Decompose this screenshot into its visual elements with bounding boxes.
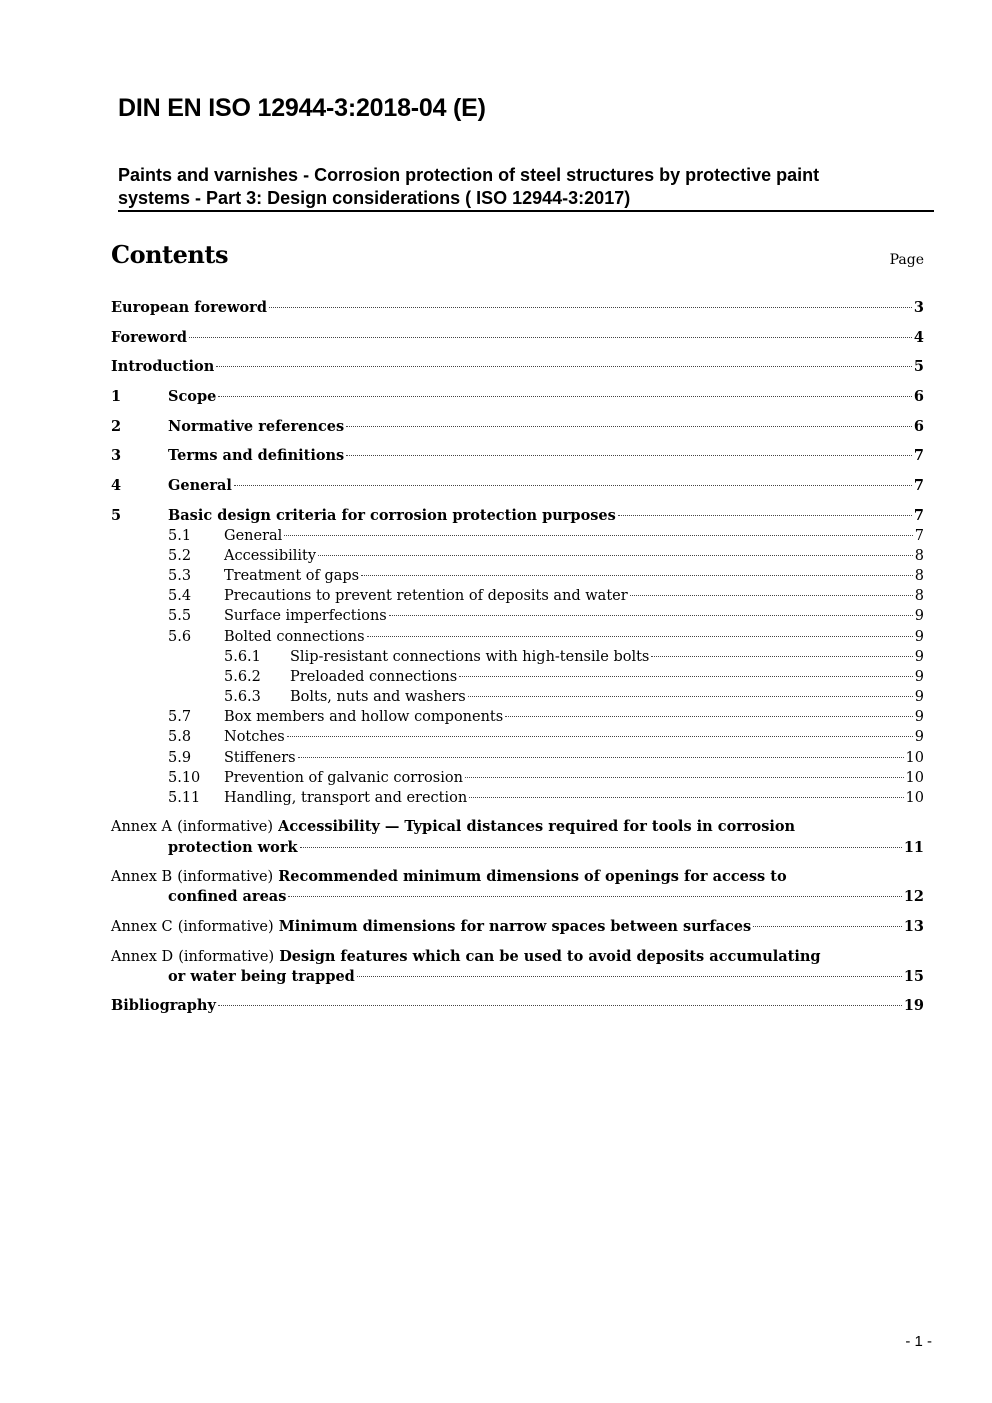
toc-entry-5-2[interactable]: 5.2 Accessibility 8 bbox=[168, 548, 924, 564]
toc-entry-5-6-2[interactable]: 5.6.2 Preloaded connections 9 bbox=[224, 669, 924, 685]
toc-entry-scope[interactable]: 1 Scope 6 bbox=[111, 388, 924, 405]
toc-entry-terms-and-definitions[interactable]: 3 Terms and definitions 7 bbox=[111, 447, 924, 464]
title-divider bbox=[118, 210, 934, 212]
toc-entry-basic-design-criteria[interactable]: 5 Basic design criteria for corrosion protection purposes 7 bbox=[111, 507, 924, 524]
toc-entry-5-6-3[interactable]: 5.6.3 Bolts, nuts and washers 9 bbox=[224, 689, 924, 705]
toc-entry-5-6-1[interactable]: 5.6.1 Slip-resistant connections with high-tensile bolts 9 bbox=[224, 649, 924, 665]
toc-entry-normative-references[interactable]: 2 Normative references 6 bbox=[111, 418, 924, 435]
document-title: DIN EN ISO 12944-3:2018-04 (E) bbox=[118, 94, 486, 122]
toc-entry-5-7[interactable]: 5.7 Box members and hollow components 9 bbox=[168, 709, 924, 725]
document-subtitle bbox=[118, 164, 908, 210]
toc-entry-5-6[interactable]: 5.6 Bolted connections 9 bbox=[168, 629, 924, 645]
toc-entry-5-1[interactable]: 5.1 General 7 bbox=[168, 528, 924, 544]
toc-entry-general[interactable]: 4 General 7 bbox=[111, 477, 924, 494]
contents-heading: Contents bbox=[111, 240, 228, 269]
page-column-label: Page bbox=[889, 252, 924, 268]
toc-entry-5-8[interactable]: 5.8 Notches 9 bbox=[168, 729, 924, 745]
toc-entry-bibliography[interactable]: Bibliography 19 bbox=[111, 997, 924, 1014]
toc-entry-annex-b-cont[interactable]: confined areas 12 bbox=[168, 888, 924, 905]
toc-entry-annex-d-cont[interactable]: or water being trapped 15 bbox=[168, 968, 924, 985]
subtitle-line-2: systems - Part 3: Design considerations ( ISO 12944-3:2017) bbox=[118, 188, 631, 208]
toc-entry-annex-b[interactable]: Annex B (informative) Recommended minimum dimensions of openings for access to bbox=[111, 868, 787, 885]
toc-entry-annex-d[interactable]: Annex D (informative) Design features which can be used to avoid deposits accumulating bbox=[111, 948, 821, 965]
subtitle-line-1: Paints and varnishes - Corrosion protection of steel structures by protective paint bbox=[118, 165, 820, 185]
toc-entry-5-3[interactable]: 5.3 Treatment of gaps 8 bbox=[168, 568, 924, 584]
toc-entry-foreword[interactable]: Foreword 4 bbox=[111, 329, 924, 346]
page-number: - 1 - bbox=[905, 1333, 932, 1350]
toc-entry-annex-a[interactable]: Annex A (informative) Accessibility — Typical distances required for tools in corrosion bbox=[111, 818, 796, 835]
toc-entry-5-11[interactable]: 5.11 Handling, transport and erection 10 bbox=[168, 790, 924, 806]
toc-entry-5-5[interactable]: 5.5 Surface imperfections 9 bbox=[168, 608, 924, 624]
toc-entry-5-9[interactable]: 5.9 Stiffeners 10 bbox=[168, 750, 924, 766]
toc-entry-5-4[interactable]: 5.4 Precautions to prevent retention of deposits and water 8 bbox=[168, 588, 924, 604]
toc-entry-annex-a-cont[interactable]: protection work 11 bbox=[168, 839, 924, 856]
toc-entry-european-foreword[interactable]: European foreword 3 bbox=[111, 299, 924, 316]
toc-entry-introduction[interactable]: Introduction 5 bbox=[111, 358, 924, 375]
toc-entry-5-10[interactable]: 5.10 Prevention of galvanic corrosion 10 bbox=[168, 770, 924, 786]
toc-entry-annex-c[interactable]: Annex C (informative) Minimum dimensions for narrow spaces between surfaces 13 bbox=[111, 918, 924, 935]
